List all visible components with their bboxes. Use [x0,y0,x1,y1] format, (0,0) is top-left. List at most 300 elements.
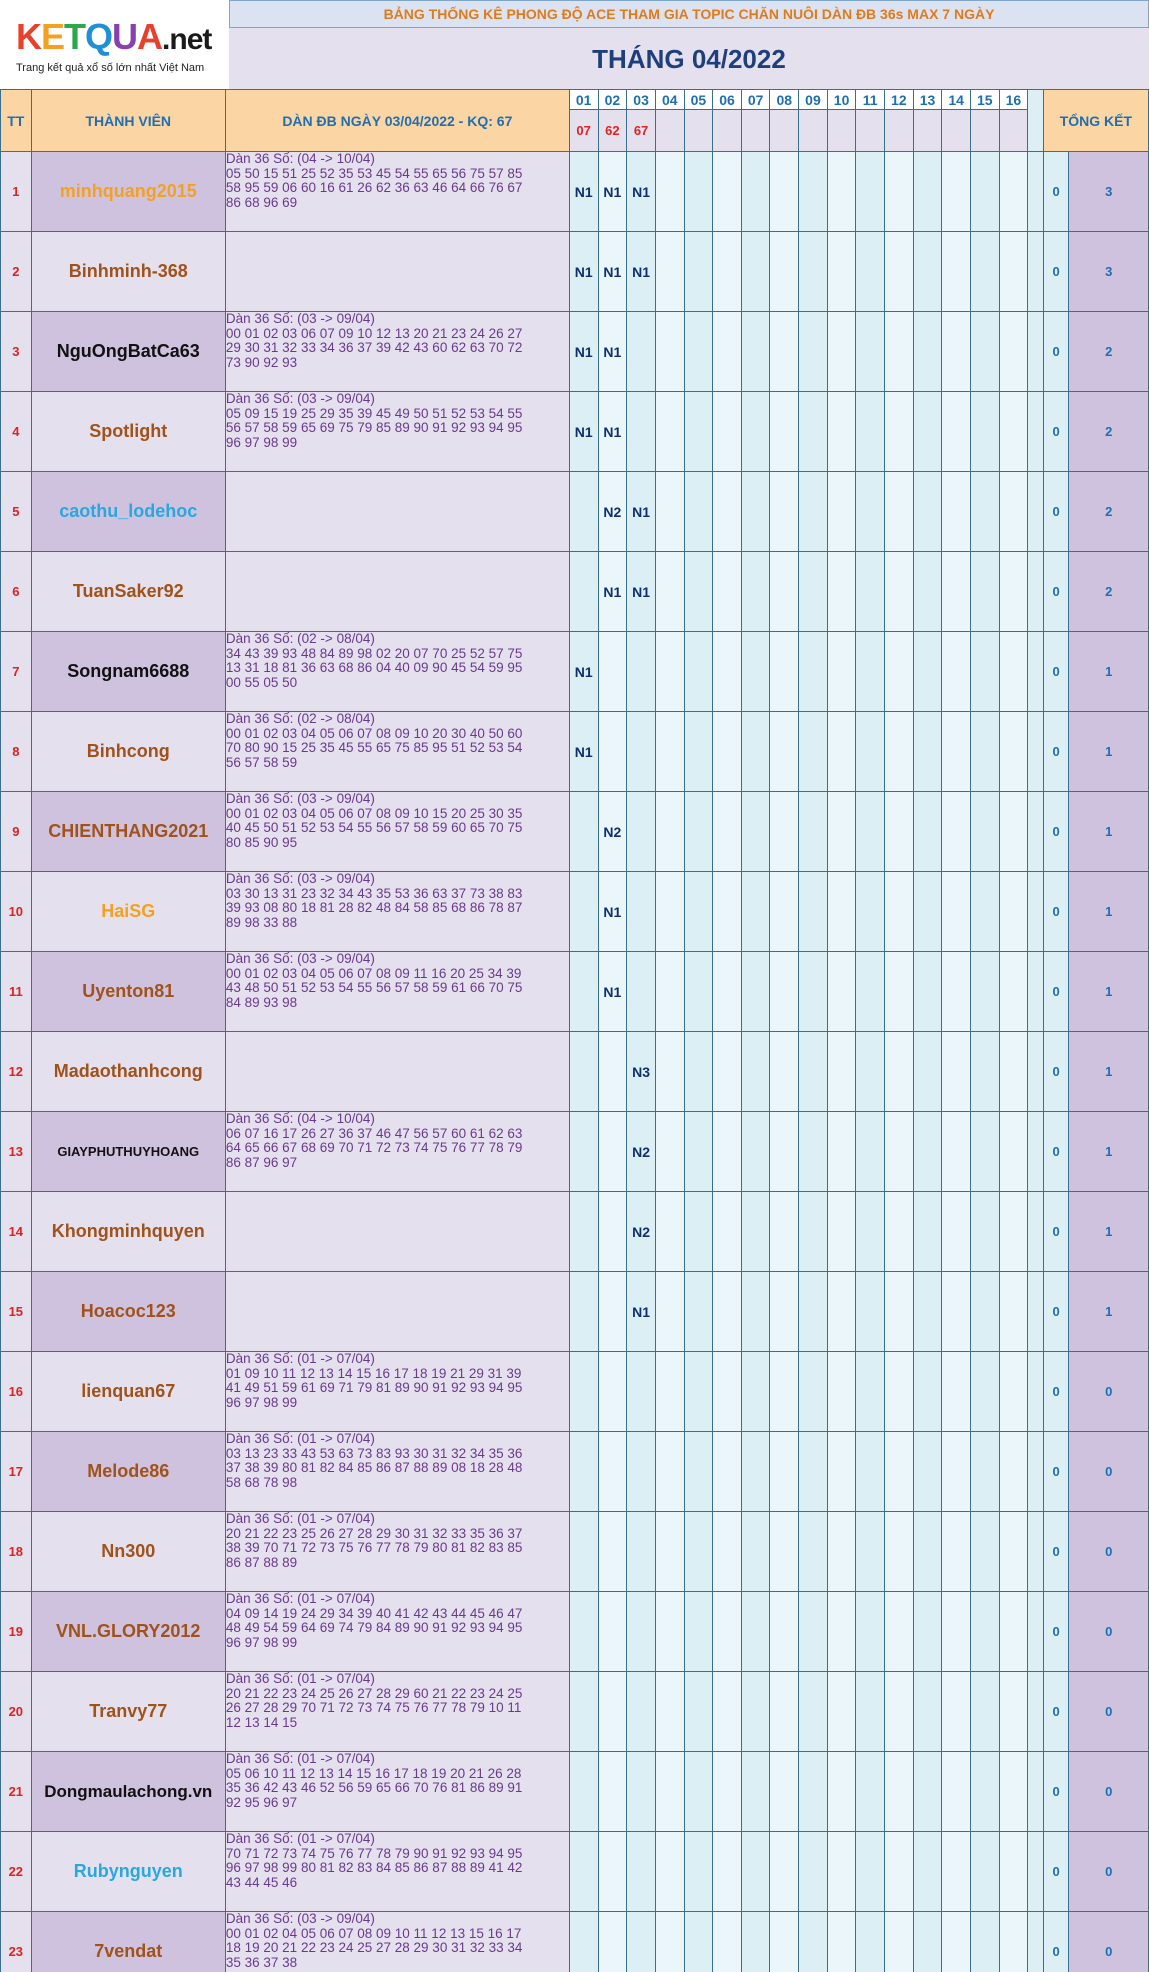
day-cell [627,632,656,712]
member-name[interactable]: Songnam6688 [31,632,225,712]
day-cell [627,1912,656,1972]
day-cell [913,152,942,232]
total-misses: 0 [1043,1272,1069,1352]
dan-line: Dàn 36 Số: (04 -> 10/04) [225,151,375,166]
dan-numbers [225,792,569,872]
day-cell [684,712,713,792]
page-banner: BẢNG THỐNG KÊ PHONG ĐỘ ACE THAM GIA TOPIC CHĂN NUÔI DÀN ĐB 36s MAX 7 NGÀY [229,0,1149,28]
day-cell [655,1912,684,1972]
day-cell [856,312,885,392]
day-cell [970,1352,999,1432]
dan-line: 73 90 92 93 [225,354,298,370]
day-cell [885,1912,914,1972]
day-result: 07 [569,110,598,152]
dan-line: 03 30 13 31 23 32 34 43 35 53 36 63 37 73 38 83 [225,885,523,901]
day-cell: N1 [569,712,598,792]
day-cell [999,712,1028,792]
day-cell [713,472,742,552]
day-cell [598,1912,627,1972]
day-cell [627,392,656,472]
dan-line: 05 50 15 51 25 52 35 53 45 54 55 65 56 75 57 85 [225,165,523,181]
day-cell [913,392,942,472]
dan-line: Dàn 36 Số: (02 -> 08/04) [225,711,375,726]
day-cell [970,1672,999,1752]
dan-line: 56 57 58 59 [225,754,298,770]
day-cell [713,712,742,792]
day-cell [799,1752,828,1832]
day-cell [684,312,713,392]
day-cell [970,472,999,552]
member-name[interactable]: 7vendat [31,1912,225,1972]
day-cell [885,1752,914,1832]
day-cell [885,872,914,952]
day-cell [713,1752,742,1832]
day-cell [598,1032,627,1112]
day-header: 06 [713,90,742,110]
table-row [1,1032,1149,1112]
dan-line: 04 09 14 19 24 29 34 39 40 41 42 43 44 45 46 47 [225,1605,523,1621]
day-cell [970,1272,999,1352]
member-name[interactable]: GIAYPHUTHUYHOANG [31,1112,225,1192]
day-cell [627,1832,656,1912]
dan-line: 37 38 39 80 81 82 84 85 86 87 88 89 08 18 28 48 [225,1460,523,1475]
row-number: 14 [1,1192,32,1272]
day-cell [942,1192,971,1272]
member-name[interactable]: Nn300 [31,1512,225,1592]
member-name[interactable]: TuanSaker92 [31,552,225,632]
day-cell [999,1912,1028,1972]
row-number: 17 [1,1432,32,1512]
day-cell [770,1272,799,1352]
day-cell [741,1832,770,1912]
day-cell [627,872,656,952]
member-name[interactable]: NguOngBatCa63 [31,312,225,392]
dan-line: 64 65 66 67 68 69 70 71 72 73 74 75 76 77 78 79 [225,1140,523,1155]
day-cell [827,232,856,312]
day-cell [885,1032,914,1112]
day-cell [655,472,684,552]
dan-numbers [225,872,569,952]
day-cell [684,1272,713,1352]
day-cell [598,1192,627,1272]
dan-line: 29 30 31 32 33 34 36 37 39 42 43 60 62 63 70 72 [225,340,523,355]
dan-line: 01 09 10 11 12 13 14 15 16 17 18 19 21 29 31 39 [225,1365,522,1381]
day-cell [856,792,885,872]
day-header: 09 [799,90,828,110]
member-name[interactable]: minhquang2015 [31,152,225,232]
table-row [1,1752,1149,1832]
total-hits: 1 [1069,952,1149,1032]
day-cell [627,1512,656,1592]
row-number: 4 [1,392,32,472]
logo-letter: A [137,15,163,57]
member-name[interactable]: Tranvy77 [31,1672,225,1752]
day-cell [770,552,799,632]
day-cell [942,1592,971,1672]
day-header: 05 [684,90,713,110]
day-cell [885,152,914,232]
dan-line: 80 85 90 95 [225,834,298,850]
dan-line: 86 87 88 89 [225,1554,298,1570]
day-cell [655,712,684,792]
total-misses: 0 [1043,952,1069,1032]
dan-numbers [225,1832,569,1912]
dan-line: 20 21 22 23 25 26 27 28 29 30 31 32 33 35 36 37 [225,1525,523,1541]
day-cell [970,1432,999,1512]
member-name[interactable]: CHIENTHANG2021 [31,792,225,872]
day-cell: N1 [569,232,598,312]
row-number: 18 [1,1512,32,1592]
member-name[interactable]: Binhminh-368 [31,232,225,312]
day-cell [655,1832,684,1912]
day-cell [684,952,713,1032]
day-cell [913,1112,942,1192]
day-cell [713,312,742,392]
total-hits: 1 [1069,1112,1149,1192]
dan-line: 03 13 23 33 43 53 63 73 83 93 30 31 32 34 35 36 [225,1445,523,1461]
dan-line: 00 01 02 03 04 05 06 07 08 09 10 15 20 25 30 35 [225,805,523,821]
total-misses: 0 [1043,1832,1069,1912]
day-cell [741,712,770,792]
day-cell [770,792,799,872]
day-cell [598,1832,627,1912]
day-cell [799,952,828,1032]
total-hits: 0 [1069,1512,1149,1592]
total-misses: 0 [1043,872,1069,952]
day-header: 04 [655,90,684,110]
day-cell [885,1272,914,1352]
row-number: 2 [1,232,32,312]
day-cell: N1 [598,552,627,632]
day-cell [655,1432,684,1512]
day-cell [569,1512,598,1592]
total-misses: 0 [1043,1352,1069,1432]
day-cell [827,1192,856,1272]
day-header: 08 [770,90,799,110]
day-header: 02 [598,90,627,110]
dan-line: 86 68 96 69 [225,194,298,210]
spacer-cell [1028,952,1044,1032]
header-tt: TT [1,90,32,152]
table-row [1,312,1149,392]
day-result [999,110,1028,152]
day-cell [942,1912,971,1972]
table-row [1,472,1149,552]
day-cell [799,632,828,712]
logo-letter: U [112,15,138,57]
day-cell [827,1752,856,1832]
day-cell [684,232,713,312]
day-cell [684,632,713,712]
day-cell [942,152,971,232]
day-cell [856,872,885,952]
dan-line: 86 87 96 97 [225,1154,298,1170]
day-cell [913,1032,942,1112]
dan-line: 00 01 02 03 04 05 06 07 08 09 11 16 20 25 34 39 [225,965,522,981]
dan-line: 12 13 14 15 [225,1714,298,1730]
total-hits: 0 [1069,1832,1149,1912]
day-cell [999,1272,1028,1352]
day-cell [569,1672,598,1752]
day-cell [827,712,856,792]
day-cell [713,392,742,472]
day-cell [741,1272,770,1352]
day-cell: N1 [569,312,598,392]
member-name[interactable]: Dongmaulachong.vn [31,1752,225,1832]
day-cell [569,1912,598,1972]
day-cell: N2 [627,1112,656,1192]
day-cell [741,392,770,472]
member-name[interactable]: lienquan67 [31,1352,225,1432]
day-cell [627,1352,656,1432]
day-cell [799,1672,828,1752]
spacer-cell [1028,632,1044,712]
day-cell: N1 [598,152,627,232]
dan-line: 05 09 15 19 25 29 35 39 45 49 50 51 52 53 54 55 [225,405,523,421]
day-cell: N1 [627,552,656,632]
day-cell [799,552,828,632]
day-cell [569,1272,598,1352]
day-cell [598,632,627,712]
day-cell [913,952,942,1032]
day-cell [627,1752,656,1832]
dan-line: Dàn 36 Số: (03 -> 09/04) [225,951,375,966]
day-cell [770,392,799,472]
day-cell [827,1832,856,1912]
day-cell [741,872,770,952]
day-cell [827,632,856,712]
day-cell [913,1752,942,1832]
row-number: 22 [1,1832,32,1912]
day-cell [713,1592,742,1672]
day-cell [569,1352,598,1432]
day-cell [684,552,713,632]
total-misses: 0 [1043,632,1069,712]
stats-table [0,89,1149,1972]
day-cell [713,1032,742,1112]
member-name[interactable]: VNL.GLORY2012 [31,1592,225,1672]
day-cell [799,1272,828,1352]
member-name[interactable]: Uyenton81 [31,952,225,1032]
dan-line: Dàn 36 Số: (01 -> 07/04) [225,1591,375,1606]
day-cell [913,632,942,712]
day-cell [799,152,828,232]
total-hits: 0 [1069,1592,1149,1672]
dan-line: 58 68 78 98 [225,1474,298,1490]
day-cell [684,472,713,552]
day-cell [942,1832,971,1912]
row-number: 3 [1,312,32,392]
spacer-cell [1028,1352,1044,1432]
dan-line: 34 43 39 93 48 84 89 98 02 20 07 70 25 52 57 75 [225,645,523,661]
day-cell [770,872,799,952]
day-cell [684,1832,713,1912]
day-cell [885,1832,914,1912]
spacer-cell [1028,552,1044,632]
day-cell [569,1192,598,1272]
day-cell [856,1032,885,1112]
member-name[interactable]: HaiSG [31,872,225,952]
dan-line: Dàn 36 Số: (01 -> 07/04) [225,1431,375,1446]
day-cell [942,312,971,392]
dan-line: 96 97 98 99 [225,1634,298,1650]
day-cell [713,1672,742,1752]
row-number: 8 [1,712,32,792]
spacer-cell [1028,1032,1044,1112]
dan-numbers [225,1112,569,1192]
logo-wordmark [16,17,229,60]
day-cell [942,872,971,952]
dan-line: Dàn 36 Số: (01 -> 07/04) [225,1511,375,1526]
page-title: THÁNG 04/2022 [229,28,1149,90]
logo-letter: Q [85,15,113,57]
day-header: 16 [999,90,1028,110]
dan-line: Dàn 36 Số: (03 -> 09/04) [225,791,375,806]
day-cell [827,1512,856,1592]
day-cell [942,1272,971,1352]
logo-tagline: Trang kết quả xổ số lớn nhất Việt Nam [16,61,205,74]
day-cell [885,1512,914,1592]
day-cell [713,1272,742,1352]
day-cell [655,312,684,392]
day-cell [970,232,999,312]
day-cell: N1 [598,392,627,472]
day-cell [713,152,742,232]
day-cell [970,1592,999,1672]
day-cell [684,152,713,232]
day-cell [885,1592,914,1672]
day-header: 14 [942,90,971,110]
member-name[interactable]: Hoacoc123 [31,1272,225,1352]
day-cell [999,1432,1028,1512]
day-cell [799,1832,828,1912]
member-name[interactable]: Spotlight [31,392,225,472]
table-row [1,1192,1149,1272]
logo-suffix: .net [162,22,212,56]
member-name[interactable]: Madaothanhcong [31,1032,225,1112]
day-cell [741,1592,770,1672]
row-number: 1 [1,152,32,232]
day-cell [741,232,770,312]
day-cell [799,1032,828,1112]
day-cell [684,1032,713,1112]
day-cell [741,1432,770,1512]
row-number: 11 [1,952,32,1032]
dan-numbers [225,952,569,1032]
day-cell [970,1912,999,1972]
day-cell [799,1912,828,1972]
dan-numbers [225,1192,569,1272]
day-cell [655,552,684,632]
day-result [684,110,713,152]
member-name[interactable]: Khongminhquyen [31,1192,225,1272]
day-cell [942,952,971,1032]
day-cell [942,1352,971,1432]
row-number: 20 [1,1672,32,1752]
day-cell [970,952,999,1032]
row-number: 21 [1,1752,32,1832]
day-cell [856,632,885,712]
day-cell [598,1672,627,1752]
total-misses: 0 [1043,552,1069,632]
total-hits: 1 [1069,632,1149,712]
day-cell [770,1752,799,1832]
day-cell [598,712,627,792]
table-row [1,1832,1149,1912]
member-name[interactable]: Melode86 [31,1432,225,1512]
day-cell [856,472,885,552]
day-cell [569,792,598,872]
day-cell [913,792,942,872]
member-name[interactable]: caothu_lodehoc [31,472,225,552]
day-cell [684,1752,713,1832]
day-result [827,110,856,152]
day-cell [999,952,1028,1032]
day-cell [598,1112,627,1192]
day-cell [569,472,598,552]
member-name[interactable]: Rubynguyen [31,1832,225,1912]
day-cell [885,1432,914,1512]
total-hits: 2 [1069,552,1149,632]
table-row [1,872,1149,952]
row-number: 23 [1,1912,32,1972]
total-misses: 0 [1043,312,1069,392]
dan-line: 96 97 98 99 [225,1394,298,1410]
day-cell [799,712,828,792]
day-cell [770,1912,799,1972]
day-cell [913,1672,942,1752]
dan-numbers [225,1672,569,1752]
day-cell [770,952,799,1032]
table-row [1,792,1149,872]
day-cell [655,1672,684,1752]
day-cell [885,1192,914,1272]
day-cell [827,472,856,552]
day-cell [885,232,914,312]
row-number: 15 [1,1272,32,1352]
table-row [1,552,1149,632]
day-cell [999,312,1028,392]
day-cell [913,1912,942,1972]
day-cell: N2 [598,792,627,872]
day-header: 15 [970,90,999,110]
total-hits: 1 [1069,792,1149,872]
dan-line: 35 36 37 38 [225,1954,298,1970]
day-cell [856,1752,885,1832]
site-logo[interactable] [0,0,229,90]
total-misses: 0 [1043,712,1069,792]
day-cell [827,1272,856,1352]
dan-numbers [225,1592,569,1672]
day-cell [655,232,684,312]
day-cell [713,552,742,632]
day-cell [770,632,799,712]
day-cell [569,1592,598,1672]
day-cell [655,1352,684,1432]
spacer-cell [1028,1672,1044,1752]
total-hits: 0 [1069,1672,1149,1752]
day-cell [655,152,684,232]
day-cell [713,1192,742,1272]
day-cell [569,1832,598,1912]
total-hits: 1 [1069,1192,1149,1272]
header-member: THÀNH VIÊN [31,90,225,152]
member-name[interactable]: Binhcong [31,712,225,792]
day-cell [799,472,828,552]
day-result [655,110,684,152]
day-cell [770,472,799,552]
day-cell [799,392,828,472]
